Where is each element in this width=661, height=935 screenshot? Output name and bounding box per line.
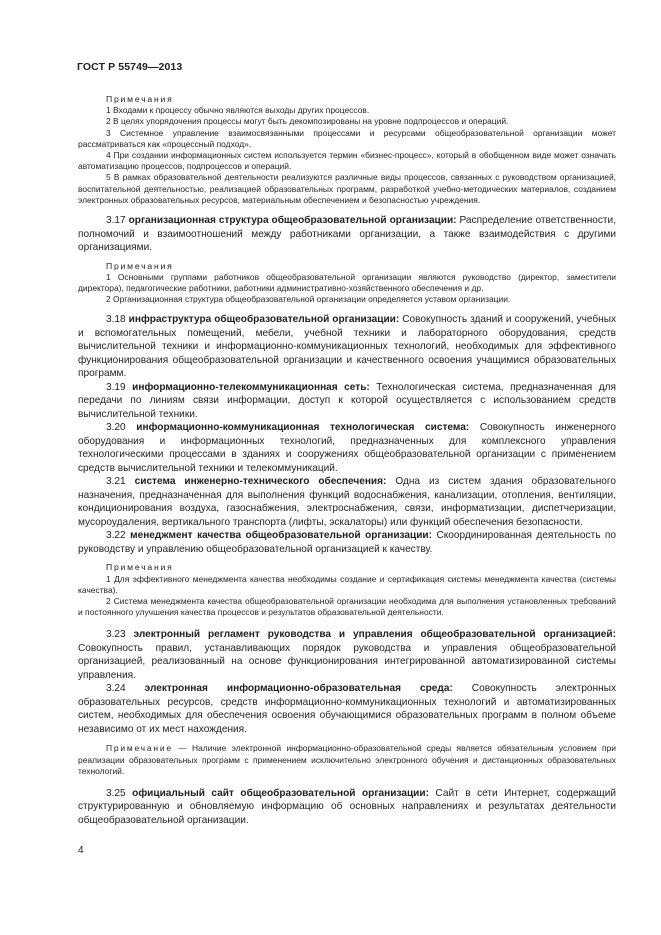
term-title: информационно-коммуникационная технологическая система: — [136, 422, 470, 434]
note-item: 2 Организационная структура общеобразовательной организации определяется уставом организации. — [106, 294, 511, 305]
term-number: 3.21 — [106, 476, 126, 488]
term-definition: Одна из систем здания образовательного назначения, предназначенная для выполнения функций водоснабжения, канализации, отопления, вентиляции, кондиционирования воздуха, газоснабжения, электроснабжения, связи, информатизации, диспетчеризации, мусороудаления, вертикального транспорта (лифты, эскалаторы) или функций обеспечения безопасности. — [78, 476, 616, 528]
term-definition: Сайт в сети Интернет, содержащий структурированную и обновляемую информацию об основных направлениях и результатах деятельности общеобразовательной организации. — [78, 787, 616, 826]
term-definition: Совокупность инженерного оборудования и информационных технологий, предназначенных для комплексного управления технологическими процессами в зданиях и сооружениях общеобразовательной организации с применением средств вычислительной техники и телекоммуникаций. — [78, 422, 617, 474]
standard-header: ГОСТ Р 55749—2013 — [77, 61, 183, 73]
term-number: 3.18 — [106, 314, 126, 326]
term-3-21 — [78, 475, 616, 529]
term-number: 3.17 — [106, 215, 126, 227]
term-number: 3.22 — [106, 530, 126, 542]
term-title: менеджмент качества общеобразовательной организации: — [130, 530, 433, 542]
term-number: 3.19 — [106, 381, 126, 393]
term-3-17 — [78, 214, 616, 255]
term-title: электронный регламент руководства и управления общеобразовательной организацией: — [133, 629, 616, 641]
term-title: инфраструктура общеобразовательной организации: — [128, 314, 400, 326]
term-definition: Совокупность зданий и сооружений, учебных и вспомогательных помещений, мебели, учебной техники и лабораторного оборудования, средств вычислительной техники и информационно-коммуникационных технологий, необходимых для эффективного функционирования общеобразовательной организации и качественного освоения учащимися образовательных программ. — [78, 314, 616, 380]
note-item: 2 В целях упорядочения процессы могут быть декомпозированы на уровне подпроцессов и операций. — [106, 116, 509, 127]
note-item: 1 Входами к процессу обычно являются выходы других процессов. — [106, 105, 370, 116]
term-definition: Совокупность электронных образовательных ресурсов, средств информационно-коммуникационных технологий и автоматизированных систем, необходимых для обеспечения освоения обучающимися образовательных программ в полном объеме независимо от их мест нахождения. — [78, 683, 616, 735]
term-3-20 — [78, 421, 616, 475]
notes-label: Примечания — [106, 260, 174, 271]
note-item: 4 При создании информационных систем используется термин «бизнес-процесс», который в обобщенном виде может означать автоматизацию процессов, подпроцессов и операций. — [78, 150, 616, 172]
term-title: электронная информационно-образовательная среда: — [144, 683, 453, 695]
term-definition: Технологическая система, предназначенная для передачи по линиям связи информации, доступ к которой осуществляется с использованием средств вычислительной техники. — [78, 381, 617, 420]
single-note — [78, 743, 616, 777]
note-text: — Наличие электронной информационно-образовательной среды является обязательным условием при реализации образовательных программ с применением исключительно электронного обучения и дистанционных образовательных технологий. — [78, 743, 616, 776]
term-number: 3.20 — [106, 422, 126, 434]
term-3-19 — [78, 381, 616, 422]
term-title: система инженерно-технического обеспечения: — [134, 476, 387, 488]
term-definition: Распределение ответственности, полномочий и взаимоотношений между работниками организации, а также взаимодействия с другими организациями. — [78, 215, 616, 254]
note-item: 2 Система менеджмента качества общеобразовательной организации необходима для выполнения установленных требований и постоянного улучшения качества процессов и результатов образовательной деятельности. — [78, 595, 616, 618]
term-3-25 — [78, 787, 616, 828]
notes-label: Примечания — [106, 562, 174, 573]
term-title: организационная структура общеобразовательной организации: — [128, 215, 457, 227]
notes-label: Примечания — [106, 94, 174, 104]
term-number: 3.25 — [106, 787, 126, 799]
note-label: Примечание — [106, 743, 173, 754]
page-number: 4 — [78, 845, 84, 856]
term-title: официальный сайт общеобразовательной организации: — [132, 787, 429, 799]
term-3-22 — [78, 529, 616, 556]
term-3-23 — [78, 628, 616, 682]
note-item: 5 В рамках образовательной деятельности реализуются различные виды процессов, связанных с руководством организацией, воспитательной деятельностью, реализацией образовательных программ, разработкой учебно-методических материалов, созданием электронных образовательных ресурсов, материальным обеспечением и безопасностью учреждения. — [78, 172, 616, 205]
term-title: информационно-телекоммуникационная сеть: — [132, 381, 370, 393]
note-item: 3 Системное управление взаимосвязанными процессами и ресурсами общеобразовательной организации может рассматриваться как «процессный подход». — [78, 127, 616, 149]
term-definition: Скоординированная деятельность по руководству и управлению общеобразовательной организацией к качеству. — [78, 530, 616, 555]
note-item: 1 Основными группами работников общеобразовательной организации являются руководство (директор, заместители директора), педагогические работники, работники административно-хозяйственного обеспечения и др. — [78, 271, 616, 293]
term-definition: Совокупность правил, устанавливающих порядок руководства и управления общеобразовательной организацией, реализованный на основе функционирования интегрированной автоматизированной системы управления. — [78, 642, 616, 681]
note-item: 1 Для эффективного менеджмента качества необходимы создание и сертификация системы менеджмента качества (системы качества). — [78, 573, 616, 595]
page-content — [78, 94, 616, 827]
term-number: 3.23 — [106, 629, 126, 641]
term-3-24 — [78, 682, 616, 736]
term-3-18 — [78, 313, 616, 381]
term-number: 3.24 — [106, 683, 126, 695]
